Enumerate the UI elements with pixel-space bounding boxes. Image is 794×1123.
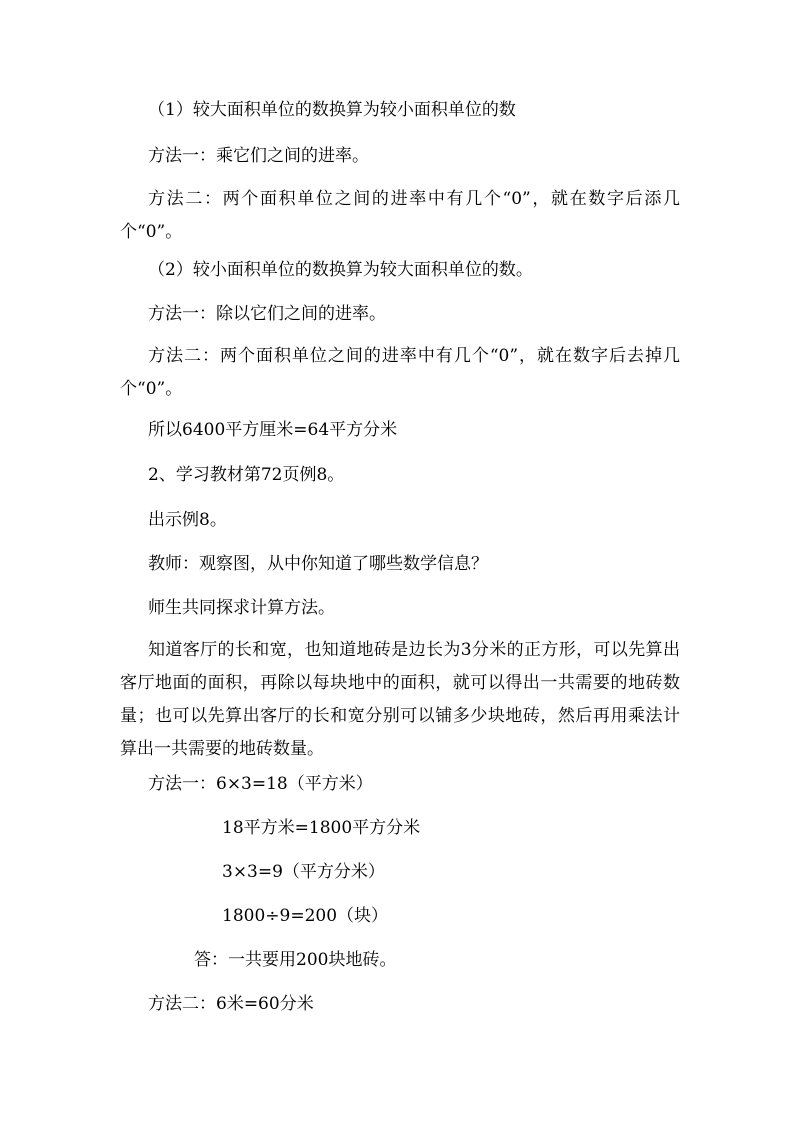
paragraph-conversion-large-to-small: （1）较大面积单位的数换算为较小面积单位的数	[148, 100, 516, 120]
paragraph-result-6400: 所以6400平方厘米=64平方分米	[148, 420, 398, 440]
paragraph-show-example-8: 出示例8。	[148, 510, 227, 530]
paragraph-calc-step-2: 18平方米=1800平方分米	[222, 818, 421, 838]
paragraph-method-two-add-zeros: 方法二：两个面积单位之间的进率中有几个“0”，就在数字后添几个“0”。	[120, 189, 680, 242]
paragraph-explore-method: 师生共同探求计算方法。	[148, 598, 335, 618]
paragraph-study-example-8: 2、学习教材第72页例8。	[148, 465, 345, 485]
paragraph-method-one-calc: 方法一：6×3=18（平方米）	[148, 774, 373, 794]
paragraph-calc-step-4: 1800÷9=200（块）	[222, 906, 389, 926]
paragraph-answer: 答：一共要用200块地砖。	[194, 950, 397, 970]
paragraph-teacher-question: 教师：观察图，从中你知道了哪些数学信息？	[148, 554, 488, 574]
paragraph-explanation: 知道客厅的长和宽，也知道地砖是边长为3分米的正方形，可以先算出客厅地面的面积，再除以每块地中的面积，就可以得出一共需要的地砖数量；也可以先算出客厅的长和宽分别可以铺多少块地砖，然后再用乘法计算出一共需要的地砖数量。	[120, 640, 680, 759]
paragraph-conversion-small-to-large: （2）较小面积单位的数换算为较大面积单位的数。	[148, 260, 533, 280]
paragraph-method-two-remove-zeros: 方法二：两个面积单位之间的进率中有几个“0”，就在数字后去掉几个“0”。	[120, 346, 680, 399]
paragraph-method-one-multiply: 方法一：乘它们之间的进率。	[148, 146, 369, 166]
paragraph-method-one-divide: 方法一：除以它们之间的进率。	[148, 304, 386, 324]
paragraph-method-two-calc: 方法二：6米=60分米	[148, 994, 314, 1014]
paragraph-calc-step-3: 3×3=9（平方分米）	[222, 862, 385, 882]
